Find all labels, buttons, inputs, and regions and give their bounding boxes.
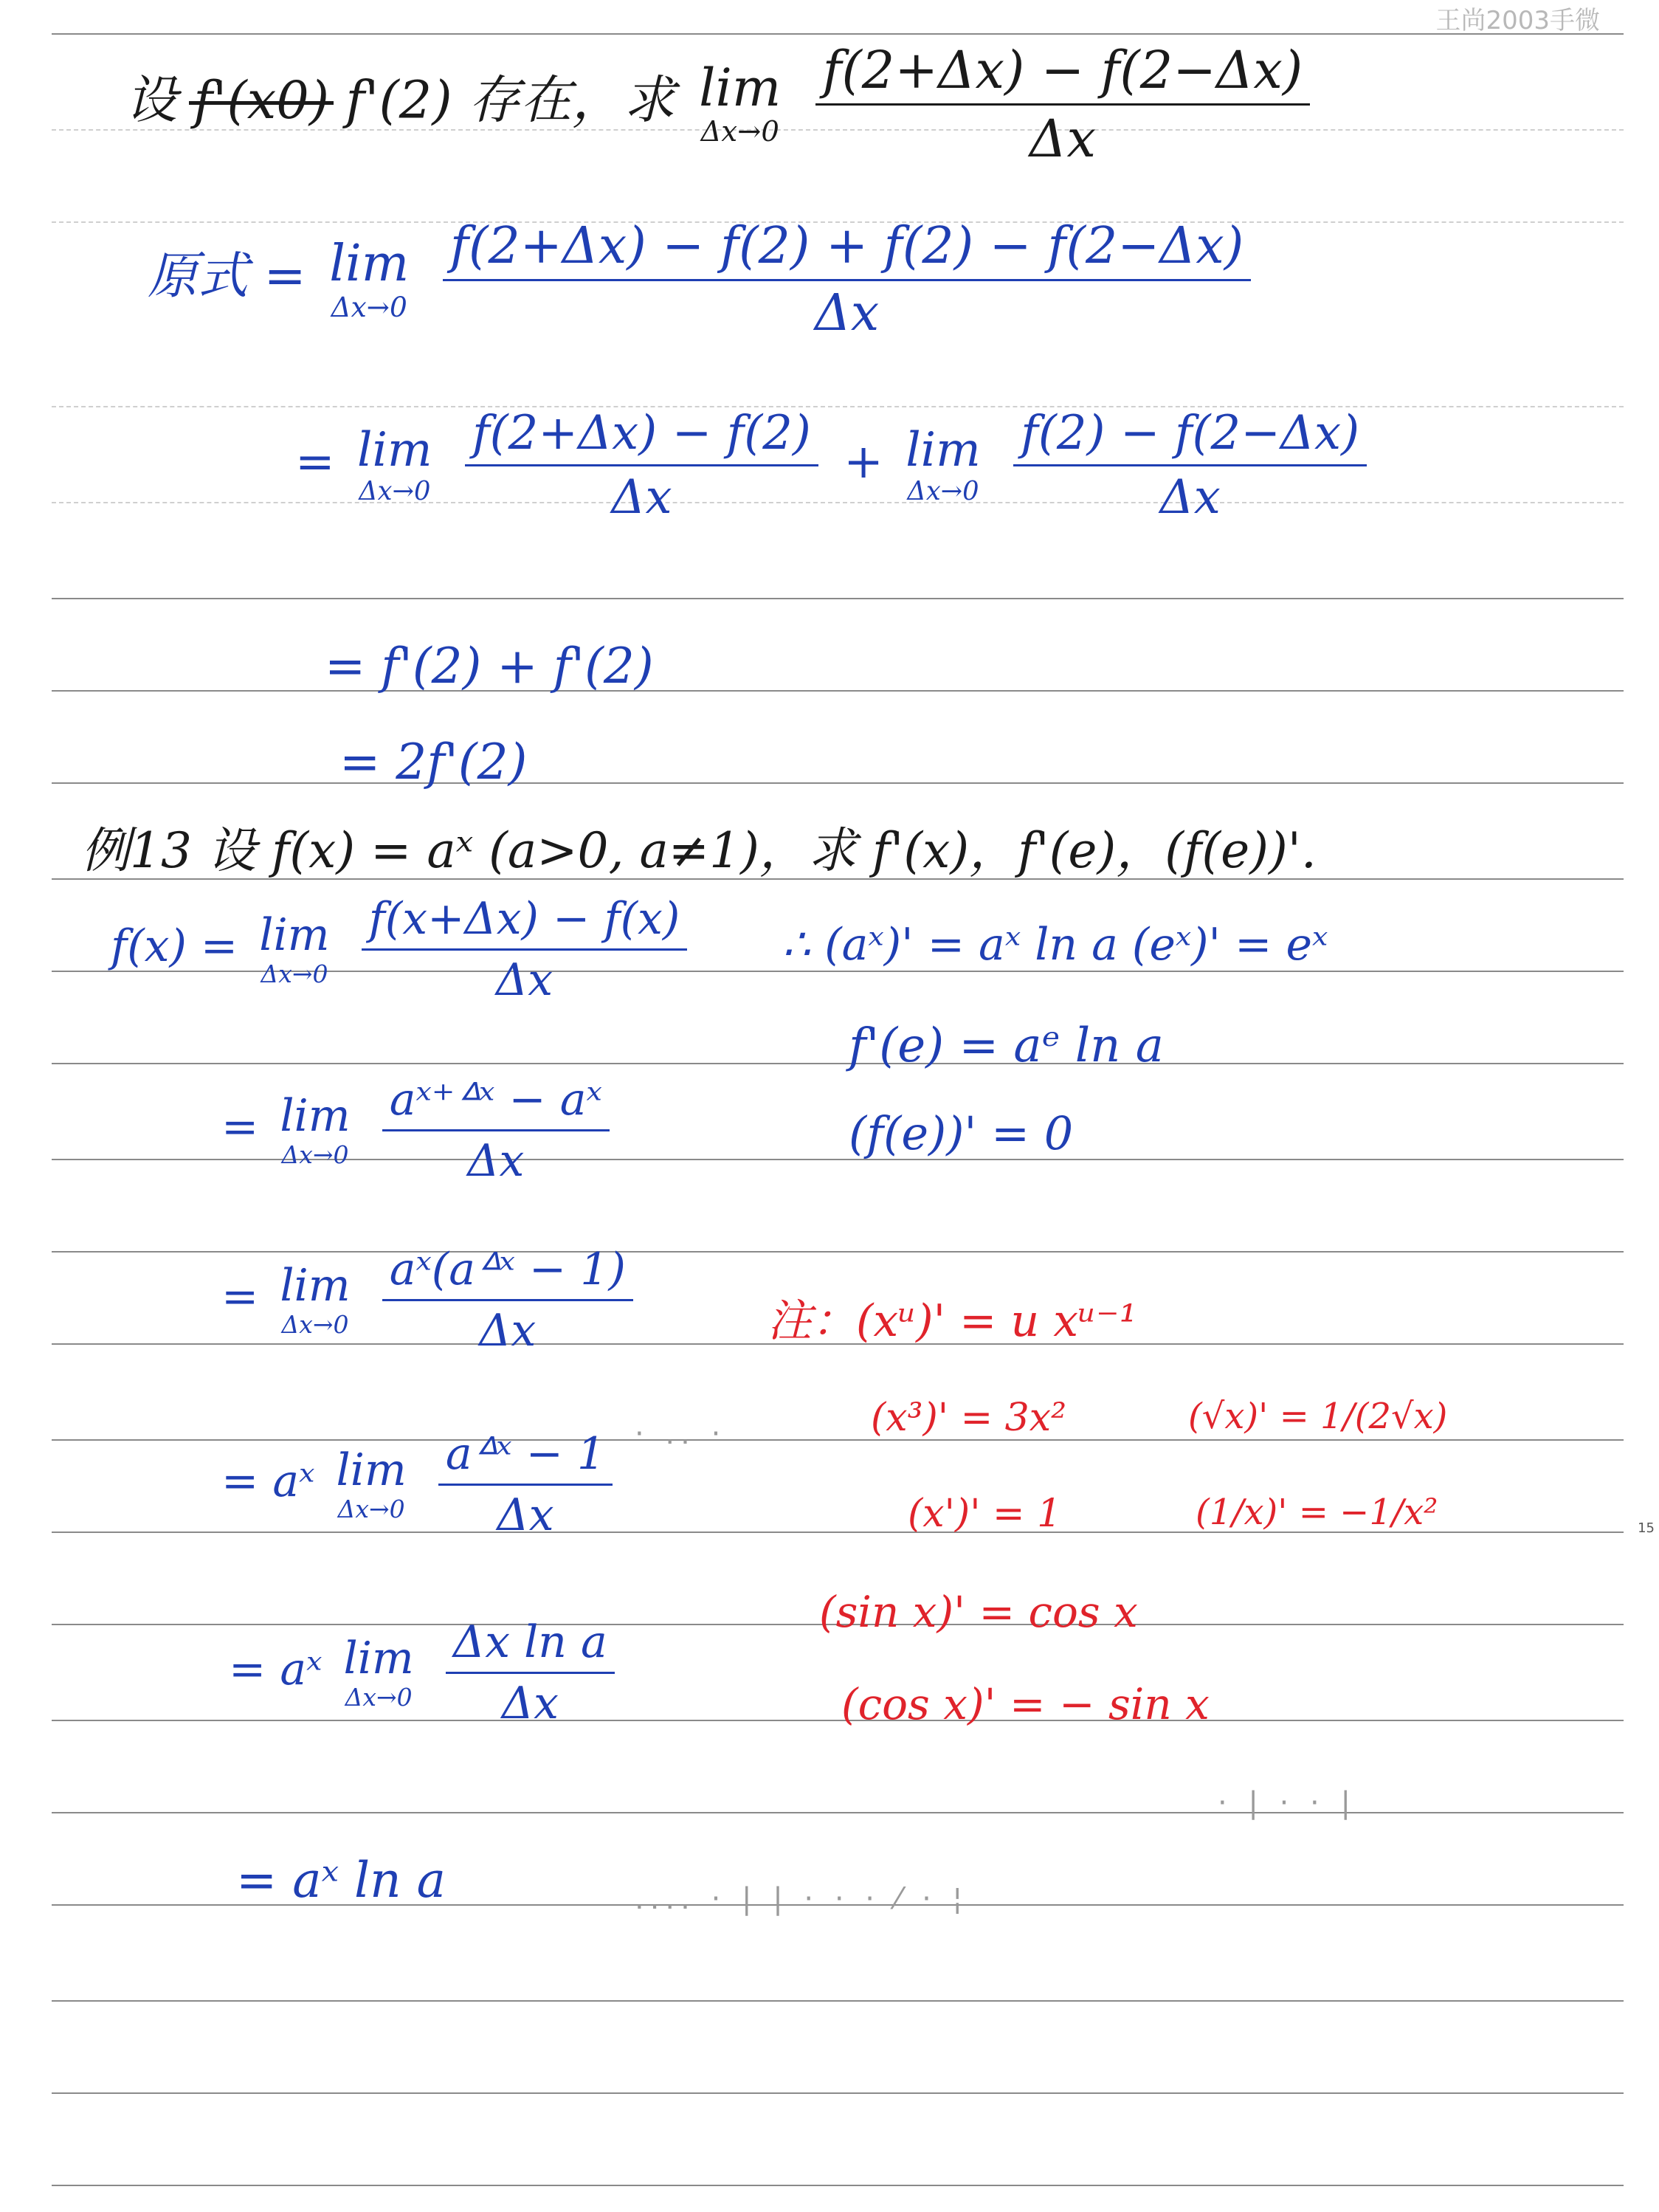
solution1-label: 原式 = [148,247,306,306]
example-step6: = aˣ ln a [236,1852,446,1909]
note-line1: 注：(xᵘ)' = u xᵘ⁻¹ [768,1295,1137,1347]
example-fraction: $\frac{\text{Δx ln a}}{\Delta x}$ [446,1620,615,1726]
rule-line [52,2000,1624,2002]
limit-operator: lim Δx→0 [280,1260,351,1339]
example-step3: = lim Δx→0 $\frac{\text{aˣ(aᐞˣ − 1)}}{\Delta x}$ [221,1247,644,1353]
problem-prefix: 设 [125,69,177,131]
scan-marks: · .. · [635,1417,727,1451]
limit-operator: lim Δx→0 [906,422,981,506]
note-line4: (sin x)' = cos x [819,1587,1138,1637]
solution1-line1 [148,217,1261,342]
solution1-fraction-b: $\frac{f(2) - f(2-\Delta x)}{\Delta x}$ [1013,410,1367,521]
crossed-out-text: f'(x0) [193,69,330,131]
example-fraction: $\frac{\text{aᐞˣ − 1}}{\Delta x}$ [438,1432,613,1537]
rule-line [52,406,1624,407]
rule-line [52,33,1624,35]
note-line2a: (x³)' = 3x² [871,1396,1066,1440]
scan-marks: .... · | | · · · ⁄ · ¦ [635,1882,968,1916]
problem-given: f'(2) 存在，求 [345,69,675,131]
example-step5: = aˣ lim Δx→0 $\frac{\text{Δx ln a}}{\Delta x}$ [229,1620,625,1726]
header-watermark: 王尚2003手微 [1435,6,1600,35]
solution1-line2 [295,406,1377,525]
example-fraction: $\frac{\text{aˣ(aᐞˣ − 1)}}{\Delta x}$ [382,1247,633,1353]
example-result3: (f(e))' = 0 [849,1106,1074,1160]
limit-operator: lim Δx→0 [356,422,432,506]
rule-line [52,690,1624,692]
solution1-line3: = f'(2) + f'(2) [325,638,654,695]
example-step1: f(x) = lim Δx→0 $\frac{f(x+\Delta x) - f(x)}{\Delta x}$ [111,897,697,1002]
solution1-line4: = 2f'(2) [339,734,528,790]
example-fraction: $\frac{f(x+\Delta x) - f(x)}{\Delta x}$ [362,897,688,1002]
limit-operator: lim Δx→0 [343,1633,414,1712]
limit-operator: lim Δx→0 [259,909,330,988]
note-line3b: (1/x)' = −1/x² [1196,1492,1438,1533]
note-line2b: (√x)' = 1/(2√x) [1188,1396,1448,1437]
rule-line [52,782,1624,784]
rule-line [52,2185,1624,2186]
page-number: 15 [1638,1520,1655,1536]
limit-operator: lim Δx→0 [280,1090,351,1169]
example-result2: f'(e) = aᵉ ln a [849,1019,1164,1073]
rule-line [52,1812,1624,1813]
example-step2: = lim Δx→0 $\frac{\text{aˣ⁺ᐞˣ − aˣ}}{\Delta x}$ [221,1078,620,1183]
note-line3a: (x')' = 1 [908,1492,1062,1536]
problem-statement [125,40,1320,169]
example-result1: ∴ (aˣ)' = aˣ ln a (eˣ)' = eˣ [782,919,1328,971]
rule-line [52,2092,1624,2094]
equals-sign: = [295,435,335,489]
limit-operator: lim Δx→0 [699,58,782,149]
scan-marks: · | · · | [1218,1786,1356,1820]
example-fraction: $\frac{\text{aˣ⁺ᐞˣ − aˣ}}{\Delta x}$ [382,1078,610,1183]
limit-operator: lim Δx→0 [336,1444,407,1523]
solution1-fraction: $\frac{f(2+\Delta x) - f(2) + f(2) - f(2-\Delta x)}{\Delta x}$ [443,221,1251,339]
example-step4: = aˣ lim Δx→0 $\frac{\text{aᐞˣ − 1}}{\Delta x}$ [221,1432,623,1537]
rule-line [52,1063,1624,1064]
rule-line [52,598,1624,599]
note-line5: (cos x)' = − sin x [841,1679,1210,1729]
solution1-fraction-a: $\frac{f(2+\Delta x) - f(2)}{\Delta x}$ [465,410,818,521]
example-statement: 例13 设 f(x) = aˣ (a>0, a≠1)，求 f'(x)，f'(e)，(f(e))'. [81,822,1317,879]
problem-fraction: $\frac{f(2+\Delta x) - f(2-\Delta x)}{\Delta x}$ [815,44,1311,165]
plus-sign: + [844,435,883,489]
limit-operator: lim Δx→0 [329,234,410,323]
